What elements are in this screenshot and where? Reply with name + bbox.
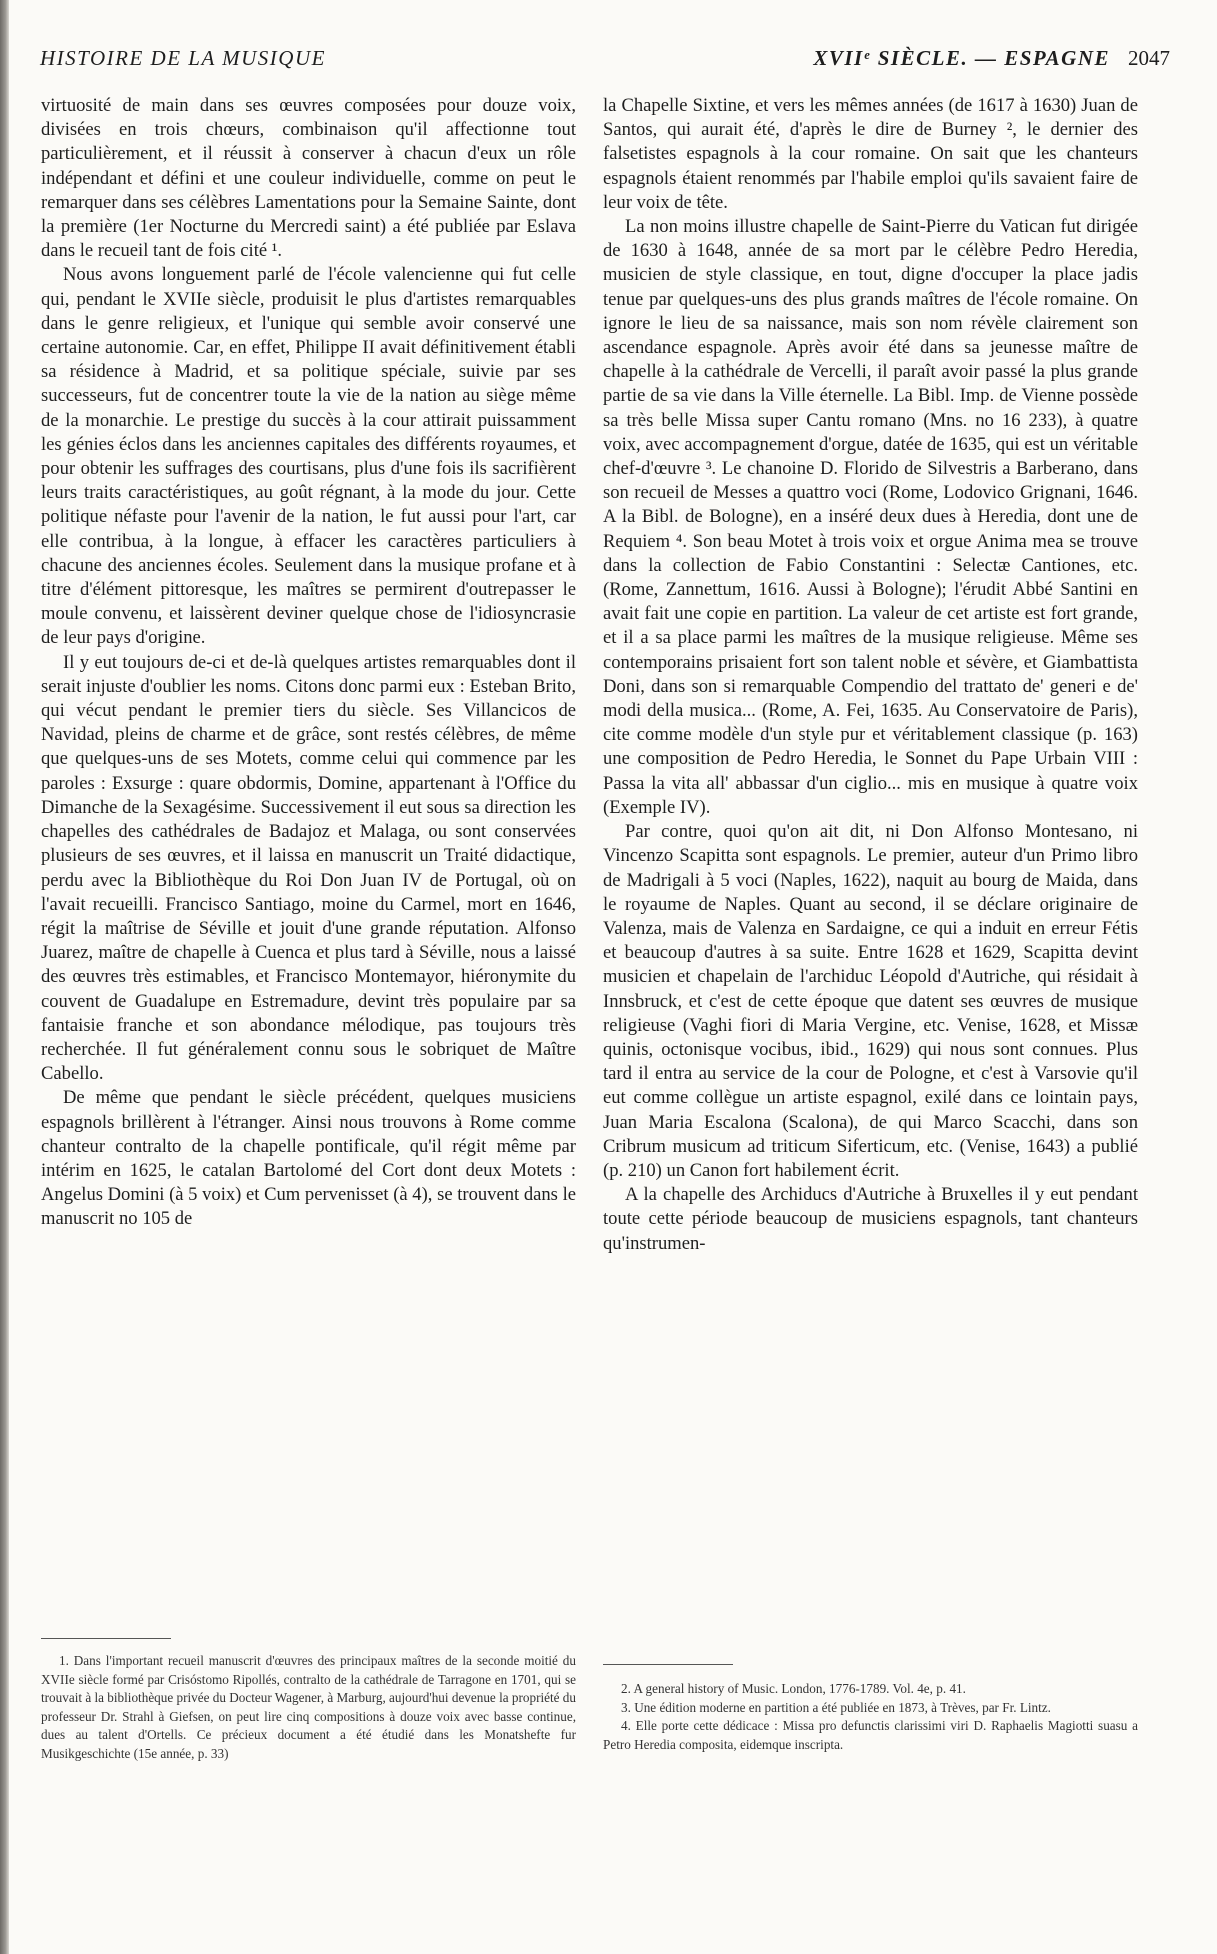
header-book-title: HISTOIRE DE LA MUSIQUE	[40, 46, 326, 70]
paragraph: Nous avons longuement parlé de l'école valencienne qui fut celle qui, pendant le XVIIe siècle, produisit le plus d'artistes remarquables dans le genre religieux, et l'unique qui semble avoir conservé une certaine autonomie. Car, en effet, Philippe II avait définitivement établi sa résidence à Madrid, et sa politique spéciale, suivie par ses successeurs, fut de concentrer toute la vie de la nation au siège même de la monarchie. Le prestige du succès à la cour attirait puissamment les génies éclos dans les anciennes capitales des différents royaumes, et pour obtenir les suffrages des courtisans, plus d'une fois ils sacrifièrent leurs traits caractéristiques, au goût régnant, à la mode du jour. Cette politique néfaste pour l'avenir de la nation, le fut aussi pour l'art, car elle contribua, à la longue, à effacer les caractères particuliers à chacune des anciennes écoles. Seulement dans la musique profane et à titre d'élément pittoresque, les maîtres se permirent d'outrepasser le moule convenu, et laissèrent deviner quelque chose de l'idiosyncrasie de leur pays d'origine.	[41, 264, 576, 649]
paragraph: La non moins illustre chapelle de Saint-Pierre du Vatican fut dirigée de 1630 à 1648, année de sa mort par le célèbre Pedro Heredia, musicien de style classique, en tout, digne d'occuper la place jadis tenue par quelques-uns des plus grands maîtres de l'école romaine. On ignore le lieu de sa naissance, mais son nom révèle clairement son ascendance espagnole. Après avoir été dans sa jeunesse maître de chapelle à la cathédrale de Vercelli, il paraît avoir passé la plus grande partie de sa vie dans la Ville éternelle. La Bibl. Imp. de Vienne possède sa très belle Missa super Cantu romano (Mns. no 16 233), à quatre voix, avec accompagnement d'orgue, datée de 1635, qui est un véritable chef-d'œuvre ³. Le chanoine D. Florido de Silvestris a Barberano, dans son recueil de Messes a quattro voci (Rome, Lodovico Grignani, 1646. A la Bibl. de Bologne), en a inséré deux dues à Heredia, dont une de Requiem ⁴. Son beau Motet à trois voix et orgue Anima mea se trouve dans la collection de Fabio Constantini : Selectæ Cantiones, etc. (Rome, Zannettum, 1616. Aussi à Bologne); l'érudit Abbé Santini en avait fait une copie en partition. La valeur de cet artiste est fort grande, et il a sa place parmi les maîtres de la musique religieuse. Même ses contemporains prisaient fort son talent noble et sévère, et Giambattista Doni, dans son si remarquable Compendio del trattato de' generi e de' modi della musica... (Rome, A. Fei, 1635. Au Conservatoire de Paris), cite comme modèle d'un style pur et véritablement classique (p. 163) une composition de Pedro Heredia, le Sonnet du Pape Urbain VIII : Passa la vita all' abbassar d'un ciglio... mis en musique à quatre voix (Exemple IV).	[603, 216, 1138, 818]
page-binding-edge	[0, 0, 9, 1954]
footnotes-right	[603, 1680, 1138, 1754]
paragraph: la Chapelle Sixtine, et vers les mêmes années (de 1617 à 1630) Juan de Santos, qui aurait été, d'après le dire de Burney ², le dernier des falsetistes espagnols à la cour romaine. On sait que les chanteurs espagnols étaient renommés par l'habile emploi qu'ils savaient faire de leur voix de tête.	[603, 95, 1138, 213]
footnote-divider-right	[603, 1664, 733, 1665]
footnote: 3. Une édition moderne en partition a été publiée en 1873, à Trèves, par Fr. Lintz.	[621, 1699, 1051, 1715]
right-text-column	[603, 94, 1138, 1256]
footnote: 4. Elle porte cette dédicace : Missa pro defunctis clarissimi viri D. Raphaelis Magiotti suasu a Petro Heredia composita, eidemque inscripta.	[603, 1718, 1138, 1752]
footnotes-left	[41, 1652, 576, 1764]
paragraph: A la chapelle des Archiducs d'Autriche à Bruxelles il y eut pendant toute cette période beaucoup de musiciens espagnols, tant chanteurs qu'instrumen-	[603, 1184, 1138, 1254]
header-section-label: XVIIᵉ SIÈCLE. — ESPAGNE	[813, 46, 1110, 70]
footnote: 1. Dans l'important recueil manuscrit d'œuvres des principaux maîtres de la seconde moitié du XVIIe siècle formé par Crisóstomo Ripollés, contralto de la cathédrale de Tarragone en 1701, qui se trouvait à la bibliothèque privée du Docteur Wagener, à Marburg, aujourd'hui devenue la propriété du professeur Dr. Strahl à Giefsen, on peut lire cinq compositions à douze voix avec basse continue, dues au talent d'Ortells. Ce précieux document a été étudié dans les Monatshefte fur Musikgeschichte (15e année, p. 33)	[41, 1653, 576, 1761]
footnote-divider-left	[41, 1638, 171, 1639]
header-section-title	[813, 46, 1170, 71]
paragraph: De même que pendant le siècle précédent, quelques musiciens espagnols brillèrent à l'étranger. Ainsi nous trouvons à Rome comme chanteur contralto de la chapelle pontificale, qu'il régit même par intérim en 1625, le catalan Bartolomé del Cort dont deux Motets : Angelus Domini (à 5 voix) et Cum pervenisset (à 4), se trouvent dans le manuscrit no 105 de	[41, 1087, 576, 1230]
footnote: 2. A general history of Music. London, 1776-1789. Vol. 4e, p. 41.	[621, 1681, 966, 1696]
paragraph: Il y eut toujours de-ci et de-là quelques artistes remarquables dont il serait injuste d'oublier les noms. Citons donc parmi eux : Esteban Brito, qui vécut pendant le premier tiers du siècle. Ses Villancicos de Navidad, pleins de charme et de grâce, sont restés célèbres, de même que quelques-uns de ses Motets, comme celui qui commence par les paroles : Exsurge : quare obdormis, Domine, appartenant à l'Office du Dimanche de la Sexagésime. Successivement il eut sous sa direction les chapelles des cathédrales de Badajoz et Malaga, ou sont conservées plusieurs de ses œuvres, et il laissa en manuscrit un Traité didactique, perdu avec la Bibliothèque du Roi Don Juan IV de Portugal, où on l'avait recueilli. Francisco Santiago, moine du Carmel, mort en 1646, régit la maîtrise de Séville et jouit d'une grande réputation. Alfonso Juarez, maître de chapelle à Cuenca et plus tard à Séville, nous a laissé des œuvres très estimables, et Francisco Montemayor, hiéronymite du couvent de Guadalupe en Estremadure, devint très populaire par sa fantaisie franche et son abondance mélodique, pas toujours très recherchée. Il fut généralement connu sous le sobriquet de Maître Cabello.	[41, 651, 576, 1085]
paragraph: virtuosité de main dans ses œuvres composées pour douze voix, divisées en trois chœurs, combinaison qu'il affectionne tout particulièrement, et il réussit à conserver à chacun d'eux un rôle indépendant et défini et une couleur individuelle, comme on peut le remarquer dans ses célèbres Lamentations pour la Semaine Sainte, dont la première (1er Nocturne du Mercredi saint) a été publiée par Eslava dans le recueil tant de fois cité ¹.	[41, 95, 576, 262]
paragraph: Par contre, quoi qu'on ait dit, ni Don Alfonso Montesano, ni Vincenzo Scapitta sont espagnols. Le premier, auteur d'un Primo libro de Madrigali à 5 voci (Naples, 1622), naquit au bourg de Maida, dans le royaume de Naples. Quant au second, il se déclare originaire de Valenza, mais de Valenza en Sardaigne, ce qui a induit en erreur Fétis et beaucoup d'autres à sa suite. Entre 1628 et 1629, Scapitta devint musicien et chapelain de l'archiduc Léopold d'Autriche, qui résidait à Innsbruck, et c'est de cette époque que datent ses œuvres de musique religieuse (Vaghi fiori di Maria Vergine, etc. Venise, 1628, et Missæ quinis, octonisque vocibus, ibid., 1629) qui nous sont connues. Plus tard il entra au service de la cour de Pologne, et c'est à Varsovie qu'il eut comme collègue un artiste espagnol, exilé dans ce lointain pays, Juan Maria Escalona (Scalona), de qui Marco Scacchi, dans son Cribrum musicum ad triticum Siferticum, etc. (Venise, 1643) a publié (p. 210) un Canon fort habilement écrit.	[603, 821, 1138, 1181]
left-text-column	[41, 94, 576, 1232]
page-number: 2047	[1128, 46, 1170, 70]
running-header	[40, 46, 1170, 76]
